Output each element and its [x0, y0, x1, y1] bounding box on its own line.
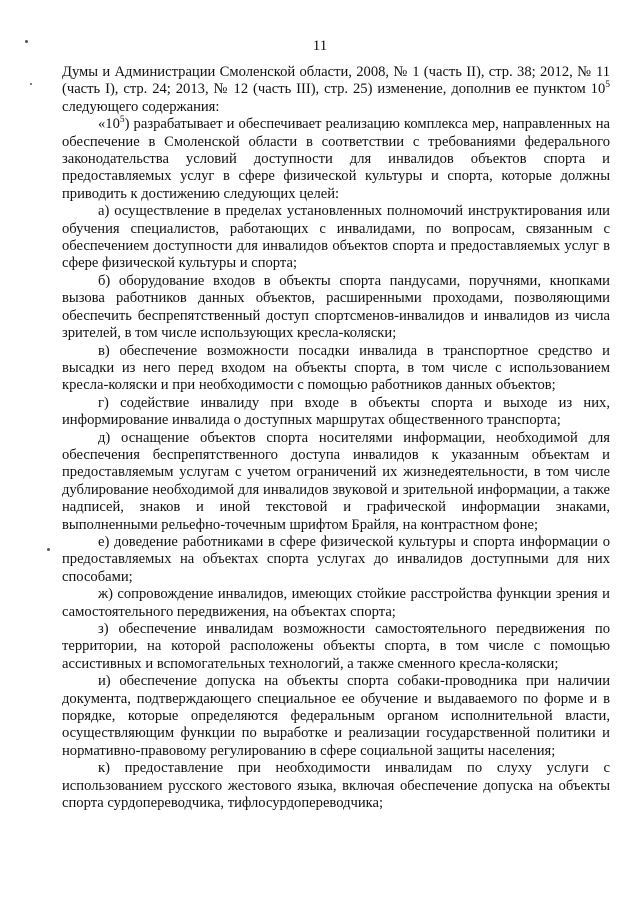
item-i: и) обеспечение допуска на объекты спорта собаки-проводника при наличии документа, подтверждающего специальное ее обучение и выдаваемого по форме и в порядке, которые определяются федеральным органом исполнительной власти, осуществляющим функции по выработке и реализации государственной политики и нормативно-правовому регулированию в сфере социальной защиты населения;: [62, 673, 610, 759]
intro-superscript: 5: [605, 80, 610, 91]
clause-number: «10: [98, 116, 120, 133]
scan-speck: [30, 83, 32, 85]
item-b: б) оборудование входов в объекты спорта пандусами, поручнями, кнопками вызова работников данных объектов, расширенными проходами, позволяющими обеспечить беспрепятственный доступ спортсменов-инвалидов и инвалидов из числа зрителей, в том числе использующих кресла-коляски;: [62, 272, 610, 342]
item-d: д) оснащение объектов спорта носителями информации, необходимой для обеспечения беспрепятственного доступа инвалидов к указанным объектам и предоставляемым услугам с учетом ограничений их жизнедеятельности, в том числе дублирование необходимой для инвалидов звуковой и зрительной информации, а также надписей, знаков и иной текстовой и графической информации знаками, выполненными рельефно-точечным шрифтом Брайля, на контрастном фоне;: [62, 429, 610, 533]
intro-text-end: следующего содержания:: [62, 98, 220, 115]
item-e: е) доведение работниками в сфере физической культуры и спорта информации о предоставляемых на объектах спорта услугах до инвалидов доступными для них способами;: [62, 533, 610, 585]
scan-speck: [47, 548, 50, 551]
document-body: [62, 64, 610, 812]
item-g: г) содействие инвалиду при входе в объекты спорта и выходе из них, информирование инвалида о доступных маршрутах общественного транспорта;: [62, 394, 610, 429]
page-number: 11: [312, 38, 328, 54]
intro-paragraph: [62, 64, 610, 116]
clause-text: ) разрабатывает и обеспечивает реализацию комплекса мер, направленных на обеспечение в Смоленской области в соответствии с требованиями федерального законодательства условий доступности для инвалидов объектов спорта и предоставляемых услуг в сфере физической культуры и спорта, которые должны приводить к достижению следующих целей:: [62, 116, 610, 202]
clause-superscript: 5: [119, 115, 125, 126]
item-z: з) обеспечение инвалидам возможности самостоятельного передвижения по территории, на которой расположены объекты спорта, в том числе с помощью ассистивных и вспомогательных технологий, а также сменного кресла-коляски;: [62, 621, 610, 672]
item-a: а) осуществление в пределах установленных полномочий инструктирования или обучения специалистов, работающих с инвалидами, по вопросам, связанным с обеспечением доступности для инвалидов объектов спорта и предоставляемых услуг в сфере физической культуры и спорта;: [62, 203, 610, 272]
item-k: к) предоставление при необходимости инвалидам по слуху услуги с использованием русского жестового языка, включая обеспечение допуска на объекты спорта сурдопереводчика, тифлосурдопереводчика;: [62, 760, 610, 812]
item-zh: ж) сопровождение инвалидов, имеющих стойкие расстройства функции зрения и самостоятельного передвижения, на объектах спорта;: [62, 586, 610, 620]
item-v: в) обеспечение возможности посадки инвалида в транспортное средство и высадки из него перед входом на объекты спорта, в том числе с использованием кресла-коляски и при необходимости с помощью работников данных объектов;: [62, 342, 610, 394]
intro-text: Думы и Администрации Смоленской области, 2008, № 1 (часть II), стр. 38; 2012, № 11 (часть I), стр. 24; 2013, № 12 (часть III), стр. 25) изменение, дополнив ее пунктом 10: [62, 64, 610, 98]
clause-paragraph: [62, 116, 610, 203]
